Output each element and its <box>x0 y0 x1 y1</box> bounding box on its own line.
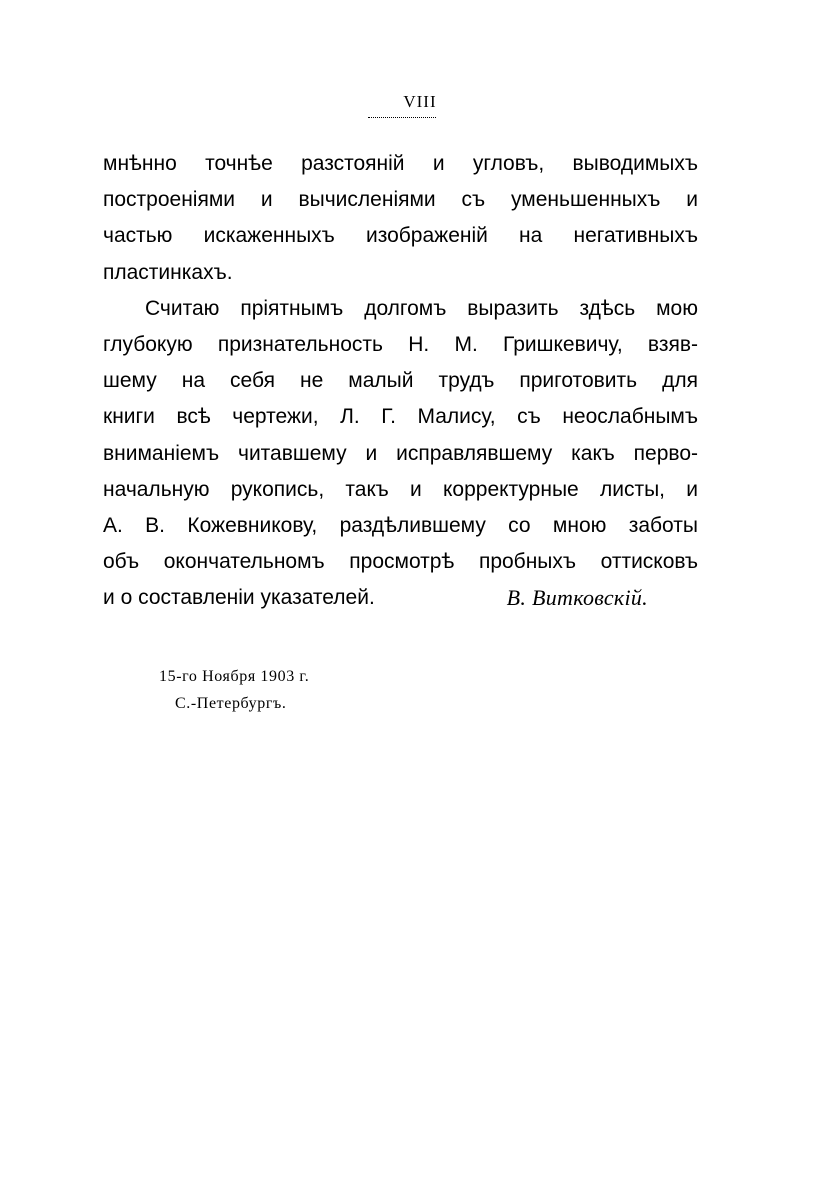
author-signature: В. Витковскій. <box>506 585 648 610</box>
page-number-rule <box>368 117 436 118</box>
text-line: пластинкахъ. <box>103 260 233 284</box>
text-line: А. В. Кожевникову, раздѣлившему со мною заботы <box>103 513 698 537</box>
text-line: вниманіемъ читавшему и исправлявшему какъ перво- <box>103 441 698 465</box>
text-line: мнѣнно точнѣе разстояній и угловъ, выводимыхъ <box>103 152 698 175</box>
body-text <box>103 146 698 616</box>
text-line: книги всѣ чертежи, Л. Г. Малису, съ неослабнымъ <box>103 405 698 429</box>
date-line: 15-го Ноября 1903 г. <box>159 668 310 685</box>
text-line: и о составленіи указателей. <box>103 586 375 610</box>
text-line: построеніями и вычисленіями съ уменьшенныхъ и <box>103 188 698 212</box>
text-line: начальную рукопись, такъ и корректурные листы, и <box>103 477 698 501</box>
place-line: С.-Петербургъ. <box>175 695 287 712</box>
text-line: объ окончательномъ просмотрѣ пробныхъ оттисковъ <box>103 550 698 574</box>
text-line: Считаю пріятнымъ долгомъ выразить здѣсь мою <box>145 296 698 320</box>
text-line: частью искаженныхъ изображеній на негативныхъ <box>103 224 698 248</box>
page-number: VIII <box>403 92 437 111</box>
text-line: шему на себя не малый трудъ приготовить для <box>103 369 698 393</box>
text-line: глубокую признательность Н. М. Гришкевичу, взяв- <box>103 332 698 356</box>
